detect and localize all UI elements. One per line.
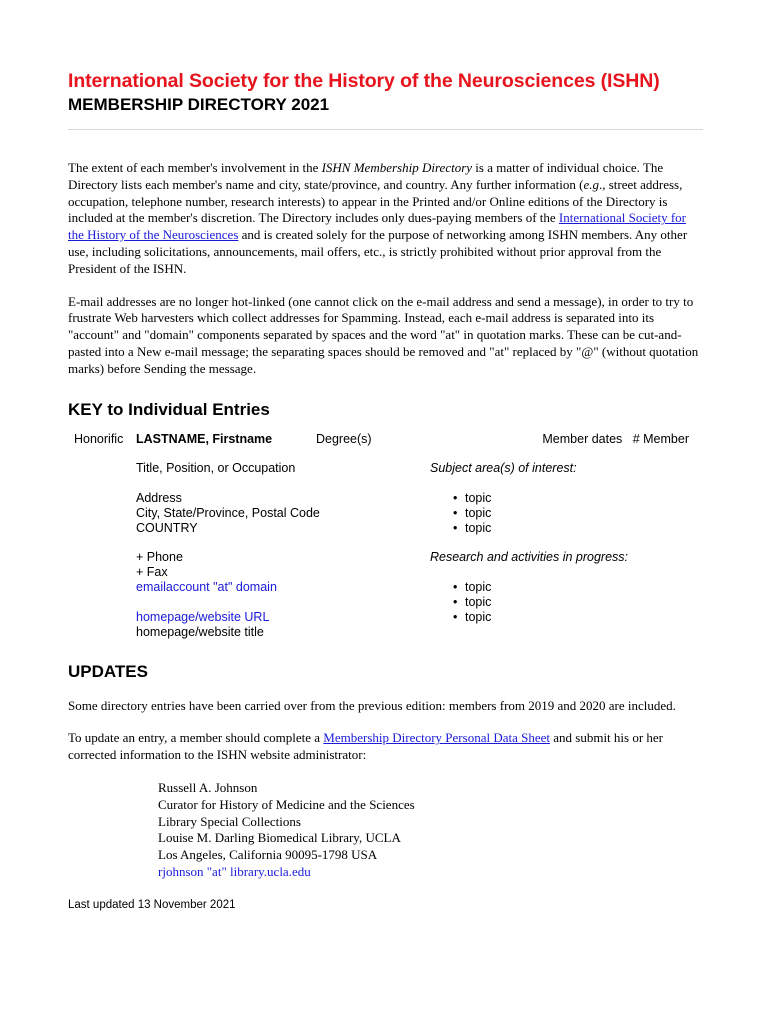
key-member-info [542,432,689,447]
key-city: City, State/Province, Postal Code [136,505,320,520]
list-item: • topic [453,491,491,506]
intro-paragraph-1: The extent of each member's involvement in the ISHN Membership Directory is a matter of individual choice. The Directory lists each member's name and city, state/province, and country. Any further information (e.g., street address, occupation, telephone number, research interests) to appear in the Printed and/or Online editions of the Directory is included at the member's discretion. The Directory includes only dues-paying members of the International Society for the History of the Neurosciences and is created solely for the purpose of networking among ISHN members. Any other use, including solicitations, announcements, mail offers, etc., is strictly prohibited without prior approval from the President of the ISHN. [68,160,688,276]
list-item: • topic [453,610,491,625]
key-member-dates: Member dates [542,431,623,446]
header-divider [68,129,703,130]
admin-library: Louise M. Darling Biomedical Library, UCLA [158,830,401,846]
intro-paragraph-2: E-mail addresses are no longer hot-linked (one cannot click on the e-mail address and send a message), in order to try to frustrate Web harvesters which collect addresses for Spamming. Instead, each e-mail address is separated into its "account" and "domain" components separated by spaces and the word "at" in quotation marks. These can be cut-and-pasted into a New e-mail message; the separating spaces should be removed and "at" replaced by "@" (without quotation marks) before Sending the message. [68,293,699,376]
key-name: LASTNAME, Firstname [136,431,273,446]
key-contact-block [136,550,277,640]
admin-department: Library Special Collections [158,813,301,829]
key-research-label: Research and activities in progress: [430,549,629,564]
key-honorific: Honorific [74,431,124,446]
page-title: International Society for the History of the Neurosciences (ISHN) [68,70,660,92]
key-degrees: Degree(s) [316,431,372,446]
list-item: • topic [453,580,491,595]
key-homepage-url: homepage/website URL [136,609,270,624]
admin-email: rjohnson "at" library.ucla.edu [158,863,311,879]
key-research-topics [453,580,491,625]
key-homepage-title: homepage/website title [136,624,264,639]
key-entry-sample [68,430,703,650]
key-address: Address [136,490,182,505]
list-item: • topic [453,521,491,536]
key-address-block [136,491,320,536]
key-heading: KEY to Individual Entries [68,399,270,419]
admin-city: Los Angeles, California 90095-1798 USA [158,847,378,863]
key-member-number: # Member [632,431,689,446]
last-updated: Last updated 13 November 2021 [68,898,236,911]
updates-paragraph-2: To update an entry, a member should complete a Membership Directory Personal Data Sheet and submit his or her corrected information to the ISHN website administrator: [68,730,664,763]
key-country: COUNTRY [136,520,198,535]
key-subject-label: Subject area(s) of interest: [430,460,577,475]
key-subject-topics [453,491,491,536]
list-item: • topic [453,595,491,610]
admin-title: Curator for History of Medicine and the Sciences [158,796,415,812]
data-sheet-link[interactable]: Membership Directory Personal Data Sheet [323,730,550,746]
updates-paragraph-1: Some directory entries have been carried over from the previous edition: members from 2019 and 2020 are included. [68,697,676,713]
page-subtitle: MEMBERSHIP DIRECTORY 2021 [68,95,330,114]
key-phone: + Phone [136,549,183,564]
document-page [68,70,703,911]
key-email: emailaccount "at" domain [136,579,277,594]
ishn-society-link[interactable]: International Society for the History of the Neurosciences [68,210,686,243]
key-fax: + Fax [136,564,168,579]
admin-name: Russell A. Johnson [158,779,258,795]
administrator-address [158,780,703,881]
updates-heading: UPDATES [68,661,148,681]
list-item: • topic [453,506,491,521]
key-title-position: Title, Position, or Occupation [136,460,296,475]
directory-title-emphasis: ISHN Membership Directory [321,160,473,175]
